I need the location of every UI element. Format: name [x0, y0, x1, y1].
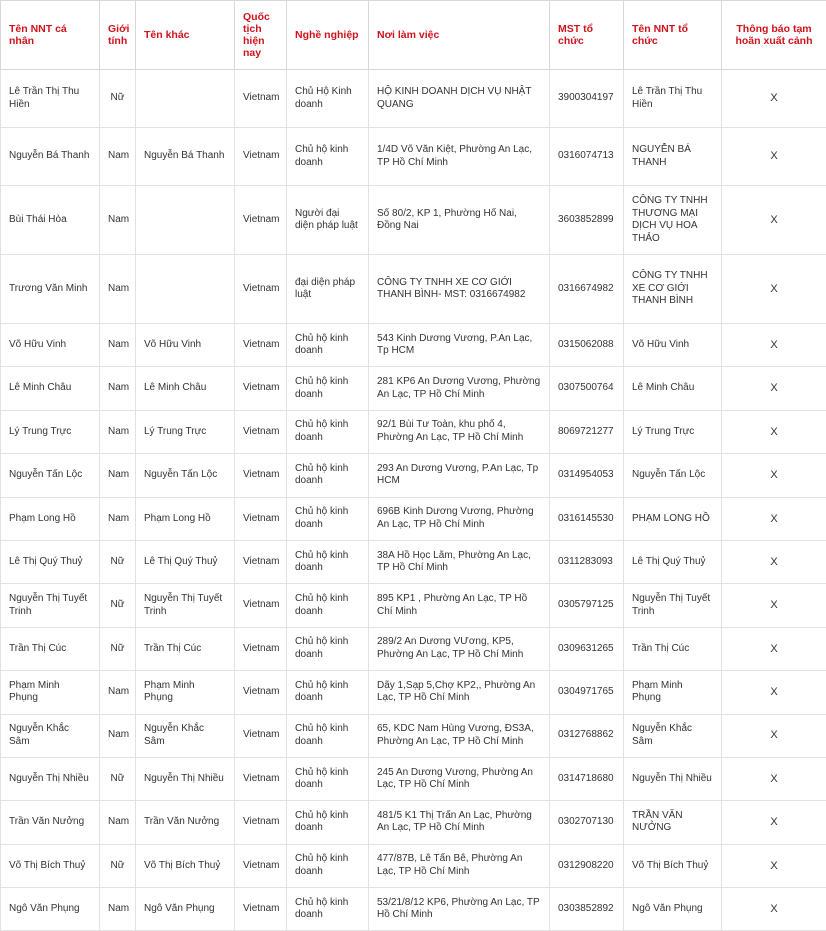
cell-org-tax-id: 0316074713 [550, 128, 624, 186]
cell-org-name: CÔNG TY TNHH XE CƠ GIỚI THANH BÌNH [624, 255, 722, 324]
cell-name: Phạm Long Hồ [1, 497, 100, 540]
cell-exit-ban-notice: X [722, 801, 826, 844]
cell-name: Nguyễn Khắc Sâm [1, 714, 100, 757]
table-row [1, 128, 826, 186]
cell-occupation: Chủ hộ kinh doanh [287, 714, 369, 757]
table-body [1, 70, 826, 931]
cell-occupation: Chủ hộ kinh doanh [287, 801, 369, 844]
cell-workplace: 65, KDC Nam Hùng Vương, ĐS3A, Phường An Lạc, TP Hồ Chí Minh [369, 714, 550, 757]
cell-workplace: 477/87B, Lê Tấn Bê, Phường An Lạc, TP Hồ Chí Minh [369, 844, 550, 887]
cell-other-name [136, 186, 235, 255]
cell-name: Nguyễn Thị Nhiều [1, 757, 100, 800]
table-row [1, 844, 826, 887]
cell-org-tax-id: 0304971765 [550, 671, 624, 714]
table-row [1, 627, 826, 670]
cell-org-name: TRẦN VĂN NƯỞNG [624, 801, 722, 844]
cell-nationality: Vietnam [235, 627, 287, 670]
cell-org-name: Lê Trần Thị Thu Hiền [624, 70, 722, 128]
cell-occupation: đại diện pháp luật [287, 255, 369, 324]
cell-name: Phạm Minh Phụng [1, 671, 100, 714]
cell-other-name: Nguyễn Thị Nhiều [136, 757, 235, 800]
table-row [1, 454, 826, 497]
cell-other-name: Võ Hữu Vinh [136, 324, 235, 367]
cell-gender: Nữ [100, 844, 136, 887]
cell-nationality: Vietnam [235, 844, 287, 887]
col-header-gender: Giới tính [100, 1, 136, 70]
cell-nationality: Vietnam [235, 497, 287, 540]
table-row [1, 584, 826, 627]
table-row [1, 410, 826, 453]
cell-exit-ban-notice: X [722, 844, 826, 887]
cell-exit-ban-notice: X [722, 584, 826, 627]
cell-workplace: 696B Kinh Dương Vương, Phường An Lạc, TP Hồ Chí Minh [369, 497, 550, 540]
table-row [1, 324, 826, 367]
cell-other-name: Võ Thị Bích Thuỷ [136, 844, 235, 887]
col-header-nationality: Quốc tịch hiện nay [235, 1, 287, 70]
cell-org-tax-id: 8069721277 [550, 410, 624, 453]
table-row [1, 888, 826, 931]
cell-exit-ban-notice: X [722, 888, 826, 931]
cell-other-name: Nguyễn Tấn Lộc [136, 454, 235, 497]
cell-name: Võ Thị Bích Thuỷ [1, 844, 100, 887]
cell-workplace: 1/4D Võ Văn Kiệt, Phường An Lạc, TP Hồ Chí Minh [369, 128, 550, 186]
cell-gender: Nữ [100, 757, 136, 800]
cell-occupation: Chủ hộ kinh doanh [287, 671, 369, 714]
cell-occupation: Chủ hộ kinh doanh [287, 128, 369, 186]
table-row [1, 757, 826, 800]
cell-other-name: Phạm Minh Phụng [136, 671, 235, 714]
cell-name: Trần Văn Nưởng [1, 801, 100, 844]
col-header-exit-ban-notice: Thông báo tạm hoãn xuất cảnh [722, 1, 826, 70]
cell-workplace: 481/5 K1 Thị Trấn An Lạc, Phường An Lạc, TP Hồ Chí Minh [369, 801, 550, 844]
cell-occupation: Người đại diện pháp luật [287, 186, 369, 255]
cell-name: Trương Văn Minh [1, 255, 100, 324]
table-row [1, 801, 826, 844]
cell-workplace: 895 KP1 , Phường An Lạc, TP Hồ Chí Minh [369, 584, 550, 627]
cell-gender: Nam [100, 454, 136, 497]
cell-gender: Nữ [100, 70, 136, 128]
cell-nationality: Vietnam [235, 888, 287, 931]
cell-nationality: Vietnam [235, 671, 287, 714]
cell-other-name: Trần Thị Cúc [136, 627, 235, 670]
cell-exit-ban-notice: X [722, 70, 826, 128]
cell-workplace: CÔNG TY TNHH XE CƠ GIỚI THANH BÌNH- MST: 0316674982 [369, 255, 550, 324]
cell-org-name: PHẠM LONG HỒ [624, 497, 722, 540]
cell-occupation: Chủ hộ kinh doanh [287, 454, 369, 497]
col-header-occupation: Nghề nghiệp [287, 1, 369, 70]
cell-org-tax-id: 3603852899 [550, 186, 624, 255]
cell-other-name [136, 255, 235, 324]
cell-occupation: Chủ hộ kinh doanh [287, 410, 369, 453]
cell-occupation: Chủ Hộ Kinh doanh [287, 70, 369, 128]
cell-other-name: Nguyễn Bá Thanh [136, 128, 235, 186]
cell-workplace: 293 An Dương Vương, P.An Lạc, Tp HCM [369, 454, 550, 497]
cell-workplace: Số 80/2, KP 1, Phường Hố Nai, Đồng Nai [369, 186, 550, 255]
table-row [1, 671, 826, 714]
col-header-other-name: Tên khác [136, 1, 235, 70]
table-row [1, 70, 826, 128]
cell-org-name: Phạm Minh Phụng [624, 671, 722, 714]
cell-other-name: Nguyễn Khắc Sâm [136, 714, 235, 757]
cell-org-name: Võ Thị Bích Thuỷ [624, 844, 722, 887]
cell-org-tax-id: 0309631265 [550, 627, 624, 670]
cell-org-name: Nguyễn Tấn Lộc [624, 454, 722, 497]
cell-name: Lý Trung Trực [1, 410, 100, 453]
cell-exit-ban-notice: X [722, 255, 826, 324]
cell-other-name: Lý Trung Trực [136, 410, 235, 453]
cell-gender: Nam [100, 128, 136, 186]
cell-gender: Nữ [100, 584, 136, 627]
cell-workplace: 92/1 Bùi Tư Toàn, khu phố 4, Phường An Lạc, TP Hồ Chí Minh [369, 410, 550, 453]
cell-workplace: Dãy 1,Sạp 5,Chợ KP2,, Phường An Lạc, TP Hồ Chí Minh [369, 671, 550, 714]
cell-gender: Nam [100, 186, 136, 255]
cell-org-name: CÔNG TY TNHH THƯƠNG MẠI DỊCH VỤ HOA THẢO [624, 186, 722, 255]
cell-nationality: Vietnam [235, 584, 287, 627]
table-row [1, 367, 826, 410]
cell-nationality: Vietnam [235, 410, 287, 453]
cell-name: Nguyễn Thị Tuyết Trinh [1, 584, 100, 627]
cell-name: Trần Thị Cúc [1, 627, 100, 670]
cell-name: Nguyễn Tấn Lộc [1, 454, 100, 497]
table-row [1, 255, 826, 324]
cell-occupation: Chủ hộ kinh doanh [287, 584, 369, 627]
cell-nationality: Vietnam [235, 757, 287, 800]
cell-workplace: 53/21/8/12 KP6, Phường An Lạc, TP Hồ Chí Minh [369, 888, 550, 931]
cell-org-tax-id: 0312908220 [550, 844, 624, 887]
cell-occupation: Chủ hộ kinh doanh [287, 540, 369, 583]
cell-nationality: Vietnam [235, 186, 287, 255]
cell-org-name: Lê Minh Châu [624, 367, 722, 410]
cell-nationality: Vietnam [235, 540, 287, 583]
cell-workplace: HỘ KINH DOANH DỊCH VỤ NHẬT QUANG [369, 70, 550, 128]
cell-gender: Nam [100, 671, 136, 714]
cell-gender: Nữ [100, 540, 136, 583]
cell-nationality: Vietnam [235, 801, 287, 844]
cell-exit-ban-notice: X [722, 186, 826, 255]
cell-name: Nguyễn Bá Thanh [1, 128, 100, 186]
cell-name: Bùi Thái Hòa [1, 186, 100, 255]
table-row [1, 540, 826, 583]
cell-nationality: Vietnam [235, 70, 287, 128]
cell-occupation: Chủ hộ kinh doanh [287, 757, 369, 800]
cell-gender: Nam [100, 367, 136, 410]
cell-org-tax-id: 0315062088 [550, 324, 624, 367]
cell-gender: Nam [100, 324, 136, 367]
cell-org-tax-id: 0305797125 [550, 584, 624, 627]
cell-org-tax-id: 0314954053 [550, 454, 624, 497]
cell-nationality: Vietnam [235, 128, 287, 186]
cell-workplace: 245 An Dương Vương, Phường An Lạc, TP Hồ Chí Minh [369, 757, 550, 800]
col-header-org-tax-id: MST tổ chức [550, 1, 624, 70]
col-header-workplace: Nơi làm việc [369, 1, 550, 70]
cell-workplace: 281 KP6 An Dương Vương, Phường An Lạc, TP Hồ Chí Minh [369, 367, 550, 410]
cell-nationality: Vietnam [235, 714, 287, 757]
cell-org-tax-id: 0302707130 [550, 801, 624, 844]
cell-gender: Nam [100, 410, 136, 453]
cell-occupation: Chủ hộ kinh doanh [287, 324, 369, 367]
cell-org-name: Nguyễn Thị Nhiều [624, 757, 722, 800]
table-header-row [1, 1, 826, 70]
cell-nationality: Vietnam [235, 255, 287, 324]
cell-workplace: 38A Hồ Học Lãm, Phường An Lạc, TP Hồ Chí Minh [369, 540, 550, 583]
table-row [1, 186, 826, 255]
cell-name: Lê Minh Châu [1, 367, 100, 410]
col-header-org-name: Tên NNT tổ chức [624, 1, 722, 70]
cell-org-name: Nguyễn Thị Tuyết Trinh [624, 584, 722, 627]
cell-other-name: Lê Minh Châu [136, 367, 235, 410]
cell-name: Võ Hữu Vinh [1, 324, 100, 367]
cell-occupation: Chủ hộ kinh doanh [287, 627, 369, 670]
cell-exit-ban-notice: X [722, 410, 826, 453]
cell-exit-ban-notice: X [722, 324, 826, 367]
cell-org-name: Nguyễn Khắc Sâm [624, 714, 722, 757]
cell-org-tax-id: 3900304197 [550, 70, 624, 128]
cell-org-name: Trần Thị Cúc [624, 627, 722, 670]
cell-org-tax-id: 0316145530 [550, 497, 624, 540]
cell-exit-ban-notice: X [722, 454, 826, 497]
cell-other-name: Lê Thị Quý Thuỷ [136, 540, 235, 583]
cell-nationality: Vietnam [235, 454, 287, 497]
cell-exit-ban-notice: X [722, 671, 826, 714]
cell-name: Ngô Văn Phụng [1, 888, 100, 931]
cell-other-name: Trần Văn Nưởng [136, 801, 235, 844]
cell-exit-ban-notice: X [722, 128, 826, 186]
cell-gender: Nữ [100, 627, 136, 670]
cell-exit-ban-notice: X [722, 627, 826, 670]
cell-other-name: Phạm Long Hồ [136, 497, 235, 540]
cell-org-name: NGUYỄN BÁ THANH [624, 128, 722, 186]
cell-org-name: Võ Hữu Vinh [624, 324, 722, 367]
cell-org-tax-id: 0312768862 [550, 714, 624, 757]
cell-exit-ban-notice: X [722, 757, 826, 800]
cell-exit-ban-notice: X [722, 497, 826, 540]
cell-gender: Nam [100, 801, 136, 844]
table-row [1, 497, 826, 540]
cell-org-tax-id: 0307500764 [550, 367, 624, 410]
cell-org-name: Ngô Văn Phụng [624, 888, 722, 931]
cell-nationality: Vietnam [235, 324, 287, 367]
cell-occupation: Chủ hộ kinh doanh [287, 888, 369, 931]
cell-gender: Nam [100, 255, 136, 324]
cell-org-tax-id: 0314718680 [550, 757, 624, 800]
cell-exit-ban-notice: X [722, 714, 826, 757]
cell-workplace: 289/2 An Dương VƯơng, KP5, Phường An Lạc, TP Hồ Chí Minh [369, 627, 550, 670]
cell-gender: Nam [100, 714, 136, 757]
cell-org-name: Lý Trung Trực [624, 410, 722, 453]
table-row [1, 714, 826, 757]
col-header-name: Tên NNT cá nhân [1, 1, 100, 70]
cell-workplace: 543 Kinh Dương Vương, P.An Lạc, Tp HCM [369, 324, 550, 367]
cell-other-name: Ngô Văn Phụng [136, 888, 235, 931]
cell-org-tax-id: 0303852892 [550, 888, 624, 931]
cell-exit-ban-notice: X [722, 540, 826, 583]
cell-other-name: Nguyễn Thị Tuyết Trinh [136, 584, 235, 627]
cell-nationality: Vietnam [235, 367, 287, 410]
cell-name: Lê Thị Quý Thuỷ [1, 540, 100, 583]
cell-other-name [136, 70, 235, 128]
cell-exit-ban-notice: X [722, 367, 826, 410]
cell-gender: Nam [100, 888, 136, 931]
cell-occupation: Chủ hộ kinh doanh [287, 367, 369, 410]
cell-gender: Nam [100, 497, 136, 540]
cell-org-tax-id: 0311283093 [550, 540, 624, 583]
cell-name: Lê Trần Thị Thu Hiền [1, 70, 100, 128]
cell-org-name: Lê Thị Quý Thuỷ [624, 540, 722, 583]
cell-occupation: Chủ hộ kinh doanh [287, 497, 369, 540]
cell-org-tax-id: 0316674982 [550, 255, 624, 324]
cell-occupation: Chủ hộ kinh doanh [287, 844, 369, 887]
